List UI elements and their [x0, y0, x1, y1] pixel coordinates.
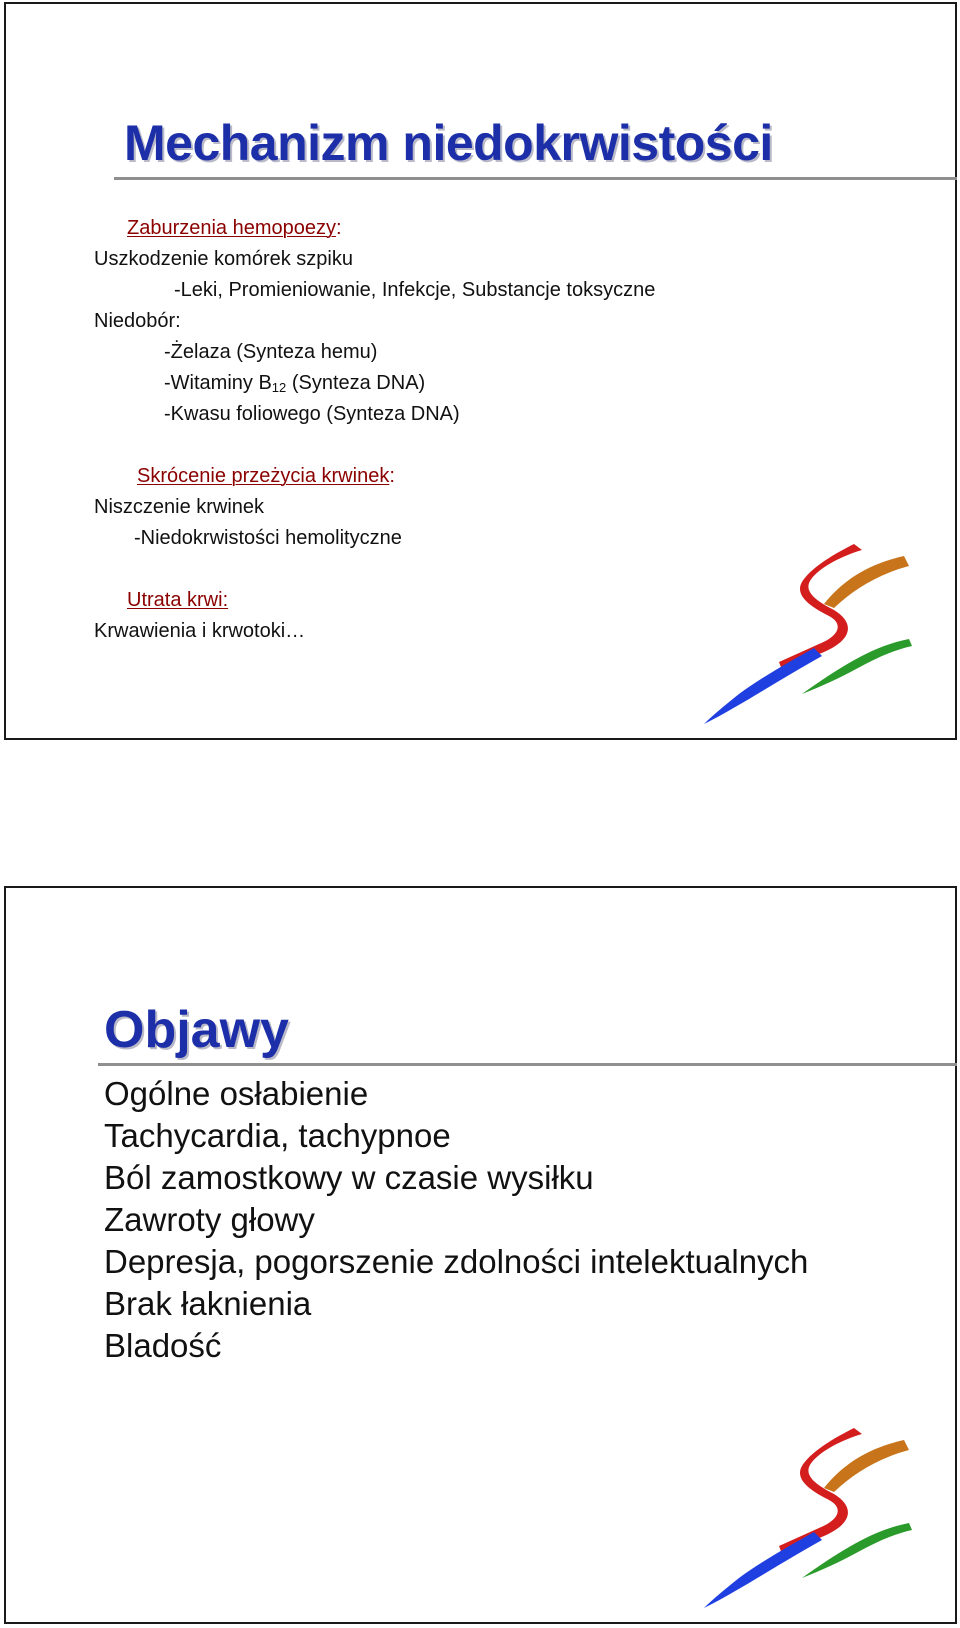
vitamin-subscript: 12	[271, 380, 287, 395]
slide-mechanizm	[4, 2, 957, 740]
title-divider	[98, 1063, 957, 1066]
symptom-item: Ból zamostkowy w czasie wysiłku	[104, 1159, 594, 1196]
text-line: Niedobór:	[94, 310, 181, 332]
logo-orange-stroke	[824, 1440, 909, 1492]
heading-colon: :	[389, 465, 395, 487]
symptom-item: Brak łaknienia	[104, 1285, 312, 1322]
logo-red-stroke	[779, 544, 862, 670]
vitamin-text: -Witaminy B	[164, 372, 272, 394]
logo-red-stroke	[779, 1428, 862, 1554]
text-line: -Niedokrwistości hemolityczne	[134, 527, 402, 549]
symptom-item: Tachycardia, tachypnoe	[104, 1117, 451, 1154]
section-heading-utrata	[127, 588, 228, 612]
text-line: Krwawienia i krwotoki…	[94, 620, 306, 642]
heading-text: Zaburzenia hemopoezy	[127, 217, 337, 239]
decorative-logo-icon	[704, 544, 934, 724]
text-line: -Kwasu foliowego (Synteza DNA)	[164, 403, 460, 425]
text-line: -Leki, Promieniowanie, Infekcje, Substancje toksyczne	[174, 279, 656, 301]
section-heading-hemopoeza	[127, 216, 342, 240]
text-line: Uszkodzenie komórek szpiku	[94, 248, 353, 270]
logo-blue-stroke	[704, 648, 822, 724]
heading-text: Skrócenie przeżycia krwinek	[137, 465, 390, 487]
slide-title: Mechanizm niedokrwistości	[124, 115, 773, 171]
vitamin-suffix: (Synteza DNA)	[286, 372, 426, 394]
title-divider	[114, 177, 957, 180]
section-heading-przezycie	[137, 464, 395, 488]
symptom-item: Bladość	[104, 1327, 222, 1364]
logo-blue-stroke	[704, 1532, 822, 1608]
text-line-vitamin	[164, 371, 425, 400]
decorative-logo-icon	[704, 1428, 934, 1608]
heading-colon: :	[336, 217, 342, 239]
slide-title: Objawy	[104, 1001, 289, 1059]
text-line: Niszczenie krwinek	[94, 496, 265, 518]
slide-objawy	[4, 886, 957, 1624]
symptom-item: Ogólne osłabienie	[104, 1075, 369, 1112]
symptom-item: Zawroty głowy	[104, 1201, 315, 1238]
logo-orange-stroke	[824, 556, 909, 608]
symptom-item: Depresja, pogorszenie zdolności intelektualnych	[104, 1243, 809, 1280]
heading-text: Utrata krwi:	[127, 589, 229, 611]
text-line: -Żelaza (Synteza hemu)	[164, 341, 378, 363]
